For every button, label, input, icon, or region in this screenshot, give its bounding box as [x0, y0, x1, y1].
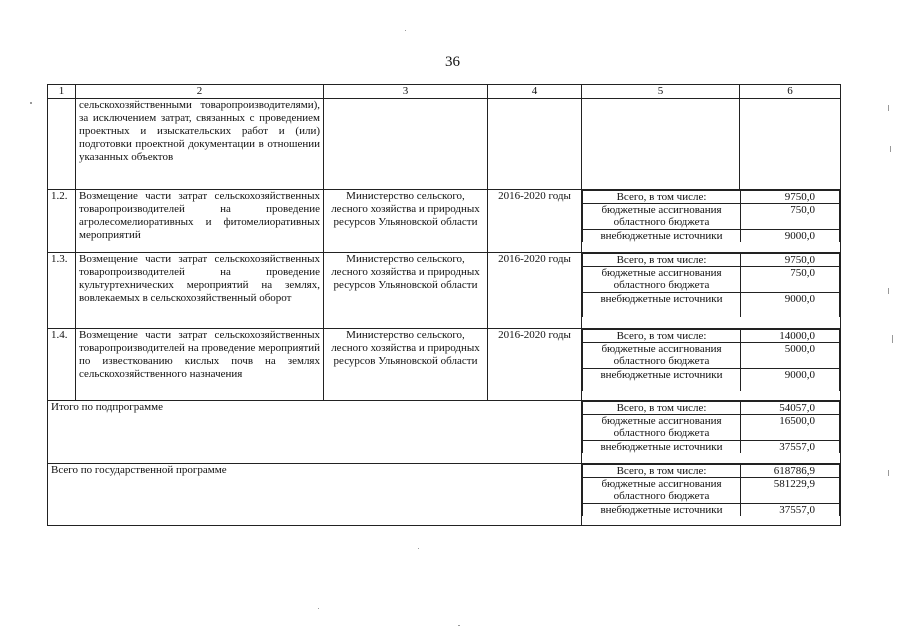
source-total: Всего, в том числе: [583, 465, 741, 478]
measure-name: Возмещение части затрат сельскохозяйственных товаропроизводителей на проведение мероприятий по известкованию кислых почв на землях сельскохозяйственного назначения [76, 329, 324, 401]
col-header-5: 5 [582, 85, 740, 99]
source-total: Всего, в том числе: [583, 254, 741, 267]
table-row [48, 329, 841, 401]
header-row [48, 85, 841, 99]
executor: Министерство сельского, лесного хозяйства и природных ресурсов Ульяновской области [324, 329, 488, 401]
value-total: 618786,9 [741, 465, 840, 478]
total-label: Всего по государственной программе [48, 464, 582, 526]
funding-breakdown [582, 253, 840, 317]
subtotal-label: Итого по подпрограмме [48, 401, 582, 464]
scan-speck [318, 608, 319, 609]
value-extra: 37557,0 [741, 441, 840, 454]
scan-speck [888, 470, 889, 476]
value-total: 9750,0 [741, 254, 840, 267]
source-extra: внебюджетные источники [583, 504, 741, 517]
scan-speck [892, 335, 893, 343]
source-budget: бюджетные ассигнования областного бюджета [583, 415, 741, 441]
funding-breakdown [582, 190, 840, 242]
row-number: 1.3. [48, 253, 76, 329]
source-budget: бюджетные ассигнования областного бюджета [583, 478, 741, 504]
funding-breakdown [582, 329, 840, 391]
source-total: Всего, в том числе: [583, 191, 741, 204]
source-total: Всего, в том числе: [583, 330, 741, 343]
scan-speck [888, 105, 889, 111]
scan-speck [418, 548, 419, 549]
funding-breakdown [582, 464, 840, 516]
col-header-4: 4 [488, 85, 582, 99]
source-extra: внебюджетные источники [583, 230, 741, 243]
source-budget: бюджетные ассигнования областного бюджета [583, 343, 741, 369]
source-total: Всего, в том числе: [583, 402, 741, 415]
row-number: 1.4. [48, 329, 76, 401]
value-extra: 9000,0 [741, 293, 840, 318]
value-budget: 5000,0 [741, 343, 840, 369]
funding-breakdown [582, 401, 840, 453]
executor: Министерство сельского, лесного хозяйства и природных ресурсов Ульяновской области [324, 190, 488, 253]
years: 2016-2020 годы [488, 329, 582, 401]
source-budget: бюджетные ассигнования областного бюджета [583, 204, 741, 230]
value-budget: 16500,0 [741, 415, 840, 441]
value-budget: 581229,9 [741, 478, 840, 504]
value-extra: 37557,0 [741, 504, 840, 517]
source-extra: внебюджетные источники [583, 369, 741, 392]
col-header-2: 2 [76, 85, 324, 99]
scan-speck [890, 146, 891, 152]
col-header-3: 3 [324, 85, 488, 99]
years: 2016-2020 годы [488, 253, 582, 329]
executor: Министерство сельского, лесного хозяйства и природных ресурсов Ульяновской области [324, 253, 488, 329]
source-extra: внебюджетные источники [583, 441, 741, 454]
subtotal-row [48, 401, 841, 464]
scan-speck [405, 30, 406, 31]
scan-speck [458, 625, 460, 626]
budget-table [47, 84, 841, 526]
source-budget: бюджетные ассигнования областного бюджета [583, 267, 741, 293]
row-number: 1.2. [48, 190, 76, 253]
years: 2016-2020 годы [488, 190, 582, 253]
source-extra: внебюджетные источники [583, 293, 741, 318]
measure-name: Возмещение части затрат сельскохозяйственных товаропроизводителей на проведение агролесомелиоративных и фитомелиоративных мероприятий [76, 190, 324, 253]
value-budget: 750,0 [741, 204, 840, 230]
value-total: 14000,0 [741, 330, 840, 343]
value-budget: 750,0 [741, 267, 840, 293]
total-row [48, 464, 841, 526]
col-header-6: 6 [740, 85, 841, 99]
scan-speck [30, 102, 32, 104]
table-row [48, 253, 841, 329]
continuation-text: сельскохозяйственными товаропроизводителями), за исключением затрат, связанных с проведением проектных и изыскательских работ и (или) подготовки проектной документации в отношении указанных объектов [76, 99, 324, 190]
measure-name: Возмещение части затрат сельскохозяйственных товаропроизводителей на проведение культуртехнических мероприятий на землях, вовлекаемых в сельскохозяйственный оборот [76, 253, 324, 329]
value-extra: 9000,0 [741, 369, 840, 392]
col-header-1: 1 [48, 85, 76, 99]
value-total: 54057,0 [741, 402, 840, 415]
scan-speck [888, 288, 889, 294]
value-total: 9750,0 [741, 191, 840, 204]
value-extra: 9000,0 [741, 230, 840, 243]
page-number: 36 [445, 54, 460, 70]
continuation-row [48, 99, 841, 190]
table-row [48, 190, 841, 253]
